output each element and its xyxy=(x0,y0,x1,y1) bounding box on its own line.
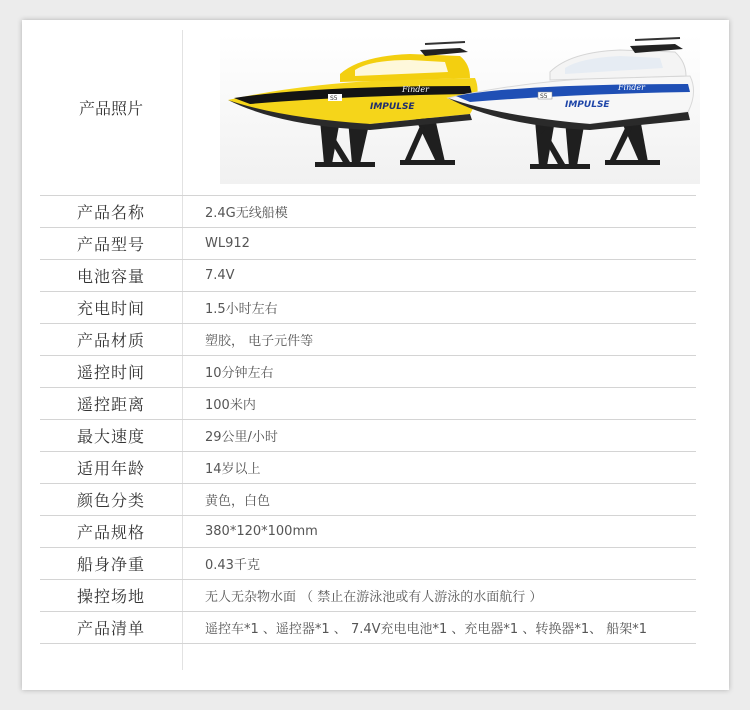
product-photo xyxy=(220,34,700,184)
spec-row xyxy=(40,580,696,612)
spec-row xyxy=(40,388,696,420)
spec-row xyxy=(40,548,696,580)
spec-label: 产品清单 xyxy=(40,612,182,644)
spec-label: 船身净重 xyxy=(40,548,182,580)
spec-label: 颜色分类 xyxy=(40,484,182,516)
photo-row xyxy=(40,20,696,195)
spec-label: 充电时间 xyxy=(40,292,182,324)
spec-value: 7.4V xyxy=(182,260,696,292)
spec-value: 100米内 xyxy=(182,388,696,420)
spec-label: 产品材质 xyxy=(40,324,182,356)
spec-row xyxy=(40,516,696,548)
spec-label: 适用年龄 xyxy=(40,452,182,484)
spec-value: 塑胶， 电子元件等 xyxy=(182,324,696,356)
spec-label: 最大速度 xyxy=(40,420,182,452)
white-boat-badge: S5 xyxy=(540,93,548,100)
spec-value: 2.4G无线船模 xyxy=(182,196,696,228)
white-boat-model-text: Finder xyxy=(618,83,645,92)
spec-value: 0.43千克 xyxy=(182,548,696,580)
spec-value: 14岁以上 xyxy=(182,452,696,484)
product-info-card xyxy=(22,20,729,690)
photo-label: 产品照片 xyxy=(78,99,143,118)
spec-table xyxy=(40,195,696,644)
spec-label: 产品规格 xyxy=(40,516,182,548)
spec-row xyxy=(40,484,696,516)
spec-row xyxy=(40,420,696,452)
spec-row xyxy=(40,260,696,292)
spec-label: 产品名称 xyxy=(40,196,182,228)
spec-label: 操控场地 xyxy=(40,580,182,612)
spec-row xyxy=(40,612,696,644)
spec-row xyxy=(40,196,696,228)
spec-value: 380*120*100mm xyxy=(182,516,696,548)
yellow-boat-brand: IMPULSE xyxy=(370,102,415,112)
spec-label: 遥控时间 xyxy=(40,356,182,388)
spec-value: 10分钟左右 xyxy=(182,356,696,388)
spec-row xyxy=(40,292,696,324)
spec-label: 遥控距离 xyxy=(40,388,182,420)
spec-value: 黄色，白色 xyxy=(182,484,696,516)
yellow-boat-badge: S5 xyxy=(330,95,338,102)
spec-value: 29公里/小时 xyxy=(182,420,696,452)
spec-value: 无人无杂物水面 （ 禁止在游泳池或有人游泳的水面航行 ） xyxy=(182,580,696,612)
spec-row xyxy=(40,324,696,356)
spec-value: WL912 xyxy=(182,228,696,260)
spec-row xyxy=(40,356,696,388)
spec-label: 电池容量 xyxy=(40,260,182,292)
yellow-boat-model-text: Finder xyxy=(402,85,429,94)
spec-value: 遥控车*1 、遥控器*1 、 7.4V充电电池*1 、充电器*1 、转换器*1、 船架*1 xyxy=(182,612,696,644)
spec-label: 产品型号 xyxy=(40,228,182,260)
spec-value: 1.5小时左右 xyxy=(182,292,696,324)
spec-row xyxy=(40,452,696,484)
white-boat-brand: IMPULSE xyxy=(565,100,610,110)
spec-row xyxy=(40,228,696,260)
